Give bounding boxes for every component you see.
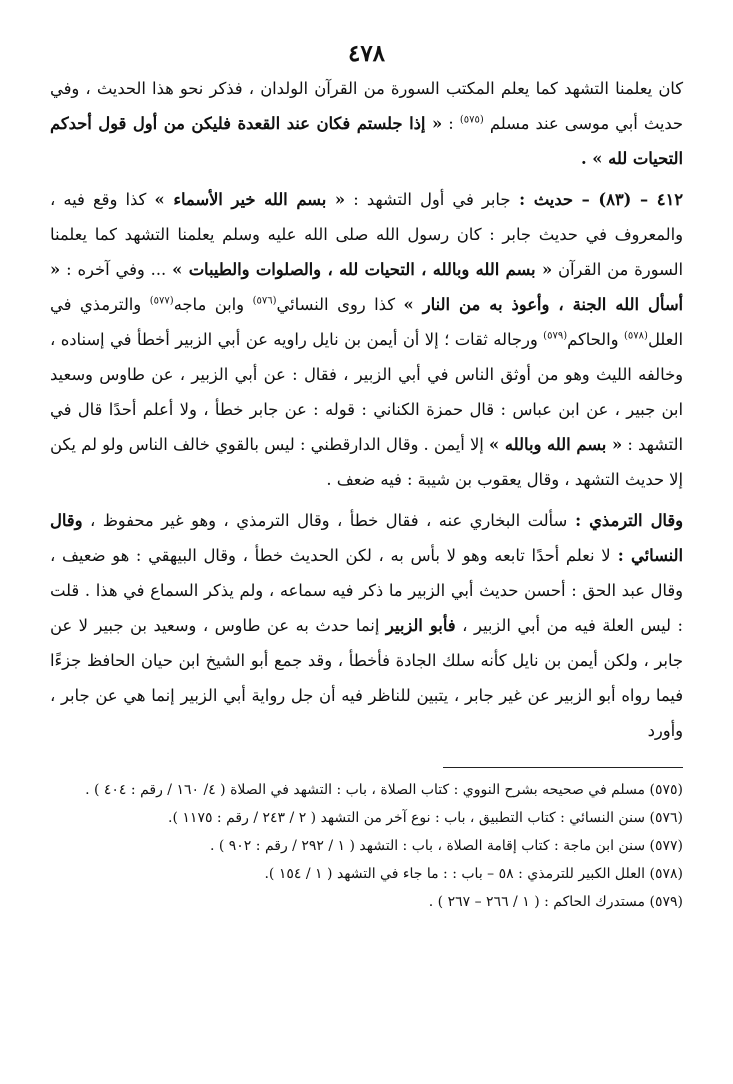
text-run: ورجاله ثقات ؛ إلا أن أيمن بن نايل راويه عن أبي الزبير أخطأ في إسناده ، وخالفه الليث وهو من أوثق الناس في أبي الزبير ، فقال : عن أبي الزبير ، عن طاوس وسعيد ابن جبير ، عن ابن عباس : قال حمزة الكناني : قوله : عن جابر خطأ ، ولا أعلم أحدًا قال في التشهد : — [50, 330, 684, 454]
footnote-divider — [443, 767, 683, 768]
book-page — [50, 40, 683, 1064]
text-run: كان يعلمنا التشهد كما يعلم المكتب السورة من القرآن الولدان ، فذكر نحو هذا الحديث ، وفي حديث أبي موسى عند مسلم — [50, 79, 684, 133]
bold-text-run: « إذا جلستم فكان عند القعدة فليكن من أول قول أحدكم التحيات لله » . — [50, 114, 683, 168]
text-run: كذا وقع فيه ، والمعروف في حديث جابر : كان رسول الله صلى الله عليه وسلم يعلمنا التشهد كما يعلمنا السورة من القرآن — [50, 190, 683, 279]
paragraph — [50, 71, 683, 176]
footnote: (٥٧٩) مستدرك الحاكم : ( ١ / ٢٦٦ – ٢٦٧ ) . — [428, 894, 683, 910]
bold-text-run: وقال النسائي : — [50, 511, 683, 565]
text-run: والحاكم — [567, 330, 624, 349]
text-run: ... وفي آخره : — [60, 260, 173, 279]
bold-text-run: « بسم الله وبالله ، التحيات لله ، والصلوات والطيبات » — [172, 260, 553, 279]
footnote: (٥٧٦) سنن النسائي : كتاب التطبيق ، باب : نوع آخر من التشهد ( ٢ / ٢٤٣ / رقم : ١١٧٥ ). — [168, 810, 683, 826]
paragraph — [50, 503, 683, 748]
footnotes — [50, 778, 683, 918]
bold-text-run: ٤١٢ – (٨٣) – حديث : — [510, 190, 684, 209]
bold-text-run: « بسم الله وبالله » — [489, 435, 623, 454]
footnote-reference: (٥٧٨) — [624, 330, 648, 342]
text-run: لا نعلم أحدًا تابعه وهو لا بأس به ، لكن الحديث خطأ ، وقال البيهقي : هو ضعيف ، وقال عبد الحق : أحسن حديث أبي الزبير ما ذكر فيه سماعه ، ولم يذكر السماع في هذا . قلت : ليس العلة فيه من أبي الزبير ، — [50, 546, 684, 635]
text-run: كذا روى النسائي — [276, 295, 404, 314]
bold-text-run: « بسم الله خير الأسماء » — [154, 190, 346, 209]
bold-text-run: فأبو الزبير — [385, 616, 456, 635]
text-run: سألت البخاري عنه ، فقال خطأ ، وقال الترمذي ، وهو غير محفوظ ، — [82, 511, 568, 530]
footnote-reference: (٥٧٦) — [252, 295, 277, 307]
footnote-reference: (٥٧٩) — [543, 330, 568, 342]
text-run: جابر في أول التشهد : — [345, 190, 511, 209]
footnote-reference: (٥٧٥) — [459, 114, 484, 126]
bold-text-run: وقال الترمذي : — [567, 511, 684, 530]
bold-text-run: « أسأل الله الجنة ، وأعوذ به من النار » — [50, 260, 683, 314]
footnote: (٥٧٧) سنن ابن ماجة : كتاب إقامة الصلاة ، باب : التشهد ( ١ / ٢٩٢ / رقم : ٩٠٢ ) . — [209, 838, 683, 854]
footnote-reference: (٥٧٧) — [149, 295, 174, 307]
body-text — [50, 71, 683, 748]
footnote: (٥٧٥) مسلم في صحيحه بشرح النووي : كتاب الصلاة ، باب : التشهد في الصلاة ( ٤/ ١٦٠ / رقم : ٤٠٤ ) . — [85, 782, 683, 798]
text-run: : — [442, 114, 460, 133]
text-run: إنما حدث به عن طاوس ، وسعيد بن جبير لا عن جابر ، ولكن أيمن بن نايل كأنه سلك الجادة فأخطأ ، وقد جمع أبو الشيخ ابن حيان الحافظ جزءًا فيما رواه أبو الزبير عن غير جابر ، يتبين للناظر فيه أن جل رواية أبي الزبير إنما هي عن جابر ، وأورد — [50, 616, 683, 740]
page-number: ٤٧٨ — [347, 40, 386, 67]
paragraph — [50, 182, 683, 497]
footnote: (٥٧٨) العلل الكبير للترمذي : ٥٨ – باب : : ما جاء في التشهد ( ١ / ١٥٤ ). — [264, 866, 683, 882]
text-run: وابن ماجه — [173, 295, 253, 314]
text-run: إلا أيمن . وقال الدارقطني : ليس بالقوي خالف الناس ولو لم يكن إلا حديث التشهد ، وقال يعقوب بن شيبة : فيه ضعف . — [50, 435, 683, 489]
text-run: والترمذي في العلل — [50, 295, 683, 349]
